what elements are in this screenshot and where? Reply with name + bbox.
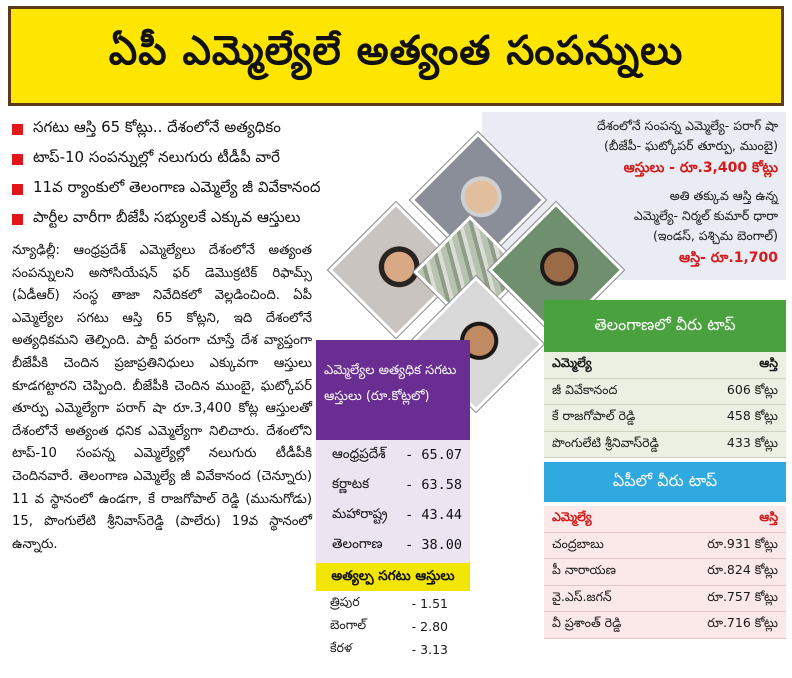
table-row (316, 592, 470, 615)
mla-assets: రూ.824 కోట్లు (707, 562, 778, 578)
table-row (316, 530, 470, 560)
ap-table (544, 506, 786, 639)
avg-assets-heading-box (316, 340, 470, 440)
state-name: కర్ణాటక (332, 475, 370, 492)
bullet-square-icon (12, 184, 23, 195)
mla-name: కే రాజగోపాల్‌ రెడ్డి (552, 408, 636, 424)
bullet-text: పార్టీల వారీగా బీజేపీ సభ్యులకే ఎక్కువ ఆస్తులు (33, 208, 301, 226)
state-value: - 2.80 (411, 619, 448, 634)
column-header: ఆస్తి (759, 355, 778, 371)
mla-assets: రూ.757 కోట్లు (707, 588, 778, 604)
richest-line2: (బీజేపీ- ఘట్కోపర్‌ తూర్పు, ముంబై) (604, 138, 778, 153)
bullet-item (12, 144, 487, 174)
mla-assets: రూ.931 కోట్లు (707, 535, 778, 551)
telangana-table (544, 352, 786, 458)
state-value: - 3.13 (411, 642, 448, 657)
table-row (316, 500, 470, 530)
table-row (316, 470, 470, 500)
bullet-square-icon (12, 124, 23, 135)
bullet-list (12, 114, 487, 234)
state-name: మహారాష్ట్ర (332, 505, 388, 522)
headline: ఏపీ ఎమ్మెల్యేలే అత్యంత సంపన్నులు (108, 28, 684, 74)
table-row (316, 615, 470, 638)
column-header: ఎమ్మెల్యే (552, 509, 592, 525)
state-name: బెంగాల్‌ (330, 617, 367, 632)
state-value: - 63.58 (405, 477, 462, 493)
mla-name: వీ ప్రశాంత్‌ రెడ్డి (552, 615, 622, 631)
bullet-item (12, 114, 487, 144)
table-row (316, 440, 470, 470)
avg-assets-table (316, 440, 470, 564)
bullet-square-icon (12, 154, 23, 165)
mla-name: వై.ఎస్‌.జగన్‌ (552, 588, 612, 604)
least-assets-heading: అత్యల్ప సగటు ఆస్తులు (316, 563, 470, 591)
mla-assets: 433 కోట్లు (726, 434, 778, 450)
column-header: ఎమ్మెల్యే (552, 355, 592, 371)
state-value: - 38.00 (405, 537, 462, 553)
mla-assets: రూ.716 కోట్లు (707, 615, 778, 631)
ap-heading: ఏపీలో వీరు టాప్‌ (544, 462, 786, 502)
state-value: - 65.07 (405, 447, 462, 463)
table-row (544, 533, 786, 560)
mla-assets: 606 కోట్లు (726, 381, 778, 397)
table-row (544, 432, 786, 459)
avg-assets-heading: ఎమ్మెల్యేల అత్యధిక సగటు ఆస్తులు (రూ.కోట్లలో) (324, 363, 457, 404)
richest-assets: ఆస్తులు - రూ.3,400 కోట్లు (623, 160, 778, 176)
article-body: న్యూఢిల్లీ: ఆంధ్రప్రదేశ్‌ ఎమ్మెల్యేలు దేశంలోనే అత్యంత సంపన్నులని అసోసియేషన్‌ ఫర్‌ డెమొక్రటిక్‌ రిఫామ్స్‌ (ఏడీఆర్‌) సంస్థ తాజా నివేదికలో వెల్లడించింది. ఏపీ ఎమ్మెల్యేల సగటు ఆస్తి 65 కోట్లని, ఇది దేశంలోనే అత్యధికమని తెల్పింది. పార్టీ పరంగా చూస్తే దేశ వ్యాప్తంగా బీజేపీకి చెందిన ప్రజాప్రతినిధులు ఎక్కువగా ఆస్తులు కూడగట్టారని చెప్పింది. బీజేపీకి చెందిన ముంబై, ఘట్కోపర్‌ తూర్పు ఎమ్మెల్యేగా పరాగ్‌ షా రూ.3,400 కోట్ల ఆస్తులతో దేశంలోనే అత్యంత ధనిక ఎమ్మెల్యేగా నిలిచారు. దేశంలోని టాప్‌-10 సంపన్న ఎమ్మెల్యేల్లో నలుగురు టీడీపీకి చెందినవారే. తెలంగాణ ఎమ్మెల్యే జీ వివేకానంద (చెన్నూరు) 11 వ స్థానంలో ఉండగా, కే రాజగోపాల్‌ రెడ్డి (మునుగోడు) 15, పొంగులేటి శ్రీనివాస్‌రెడ్డి (పాలేరు) 19వ స్థానంలో ఉన్నారు. (12, 243, 312, 552)
state-name: త్రిపుర (330, 594, 360, 609)
mla-name: పొంగులేటి శ్రీనివాస్‌రెడ్డి (552, 434, 659, 450)
mla-name: జీ వివేకానంద (552, 381, 618, 397)
richest-line1: దేశంలోనే సంపన్న ఎమ్మెల్యే- పరాగ్‌ షా (597, 118, 778, 133)
state-name: కేరళ (330, 640, 353, 655)
state-value: - 1.51 (411, 596, 448, 611)
bullet-text: సగటు ఆస్తి 65 కోట్లు.. దేశంలోనే అత్యధికం (33, 118, 281, 136)
headline-banner (8, 6, 784, 106)
poorest-line2: ఎమ్మెల్యే- నిర్మల్‌ కుమార్‌ ధారా (633, 208, 778, 223)
bullet-text: 11వ ర్యాంకులో తెలంగాణ ఎమ్మెల్యే జీ వివేకానంద (33, 178, 321, 196)
table-row (544, 559, 786, 586)
state-value: - 43.44 (405, 507, 462, 523)
poorest-assets: ఆస్తి- రూ.1,700 (679, 250, 778, 266)
table-header-row (544, 352, 786, 379)
table-header-row (544, 506, 786, 533)
least-assets-table (316, 592, 470, 670)
bullet-text: టాప్‌-10 సంపన్నుల్లో నలుగురు టీడీపీ వారే (33, 148, 280, 166)
poorest-line3: (ఇండస్‌, పశ్చిమ బెంగాల్‌) (653, 228, 778, 243)
bullet-square-icon (12, 214, 23, 225)
table-row (544, 612, 786, 639)
mla-assets: 458 కోట్లు (726, 408, 778, 424)
table-row (544, 379, 786, 406)
table-row (544, 586, 786, 613)
table-row (316, 638, 470, 661)
state-name: ఆంధ్రప్రదేశ్‌ (332, 445, 386, 462)
mla-name: చంద్రబాబు (552, 535, 604, 551)
telangana-heading: తెలంగాణలో వీరు టాప్‌ (544, 300, 786, 352)
state-name: తెలంగాణ (332, 535, 383, 552)
poorest-line1: అతి తక్కువ ఆస్తి ఉన్న (669, 188, 778, 203)
table-row (544, 405, 786, 432)
column-header: ఆస్తి (759, 509, 778, 525)
mla-name: పీ నారాయణ (552, 562, 616, 578)
